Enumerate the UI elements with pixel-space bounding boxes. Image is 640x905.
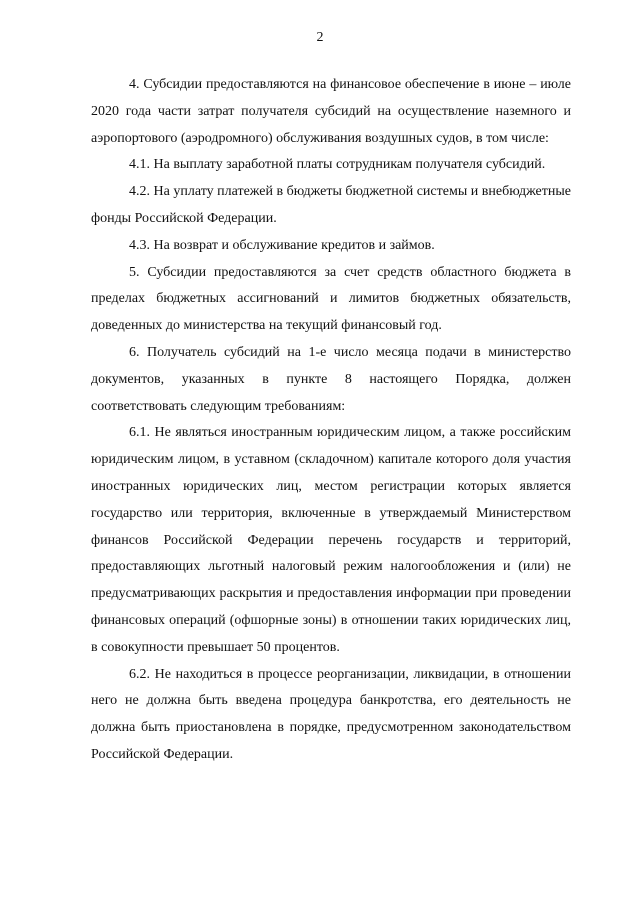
paragraph-4-2: 4.2. На уплату платежей в бюджеты бюджетной системы и внебюджетные фонды Российской Федерации. <box>91 184 571 226</box>
document-body <box>91 72 571 769</box>
paragraph-6-1: 6.1. Не являться иностранным юридическим лицом, а также российским юридическим лицом, в уставном (складочном) капитале которого доля участия иностранных юридических лиц, местом регистрации которых является государство или территория, включенные в утверждаемый Министерством финансов Российской Федерации перечень государств и территорий, предоставляющих льготный налоговый режим налогообложения и (или) не предусматривающих раскрытия и предоставления информации при проведении финансовых операций (офшорные зоны) в отношении таких юридических лиц, в совокупности превышает 50 процентов. <box>91 425 571 655</box>
page-number: 2 <box>316 30 324 45</box>
paragraph-6-2: 6.2. Не находиться в процессе реорганизации, ликвидации, в отношении него не должна быть введена процедура банкротства, его деятельность не должна быть приостановлена в порядке, предусмотренном законодательством Российской Федерации. <box>91 666 571 762</box>
paragraph-5: 5. Субсидии предоставляются за счет средств областного бюджета в пределах бюджетных ассигнований и лимитов бюджетных обязательств, доведенных до министерства на текущий финансовый год. <box>91 264 571 334</box>
paragraph-4-3: 4.3. На возврат и обслуживание кредитов и займов. <box>129 237 435 253</box>
paragraph-4: 4. Субсидии предоставляются на финансовое обеспечение в июне – июле 2020 года части затрат получателя субсидий на осуществление наземного и аэропортового (аэродромного) обслуживания воздушных судов, в том числе: <box>91 77 571 146</box>
paragraph-6: 6. Получатель субсидий на 1-е число месяца подачи в министерство документов, указанных в пункте 8 настоящего Порядка, должен соответствовать следующим требованиям: <box>91 344 571 414</box>
paragraph-4-1: 4.1. На выплату заработной платы сотрудникам получателя субсидий. <box>129 157 546 173</box>
